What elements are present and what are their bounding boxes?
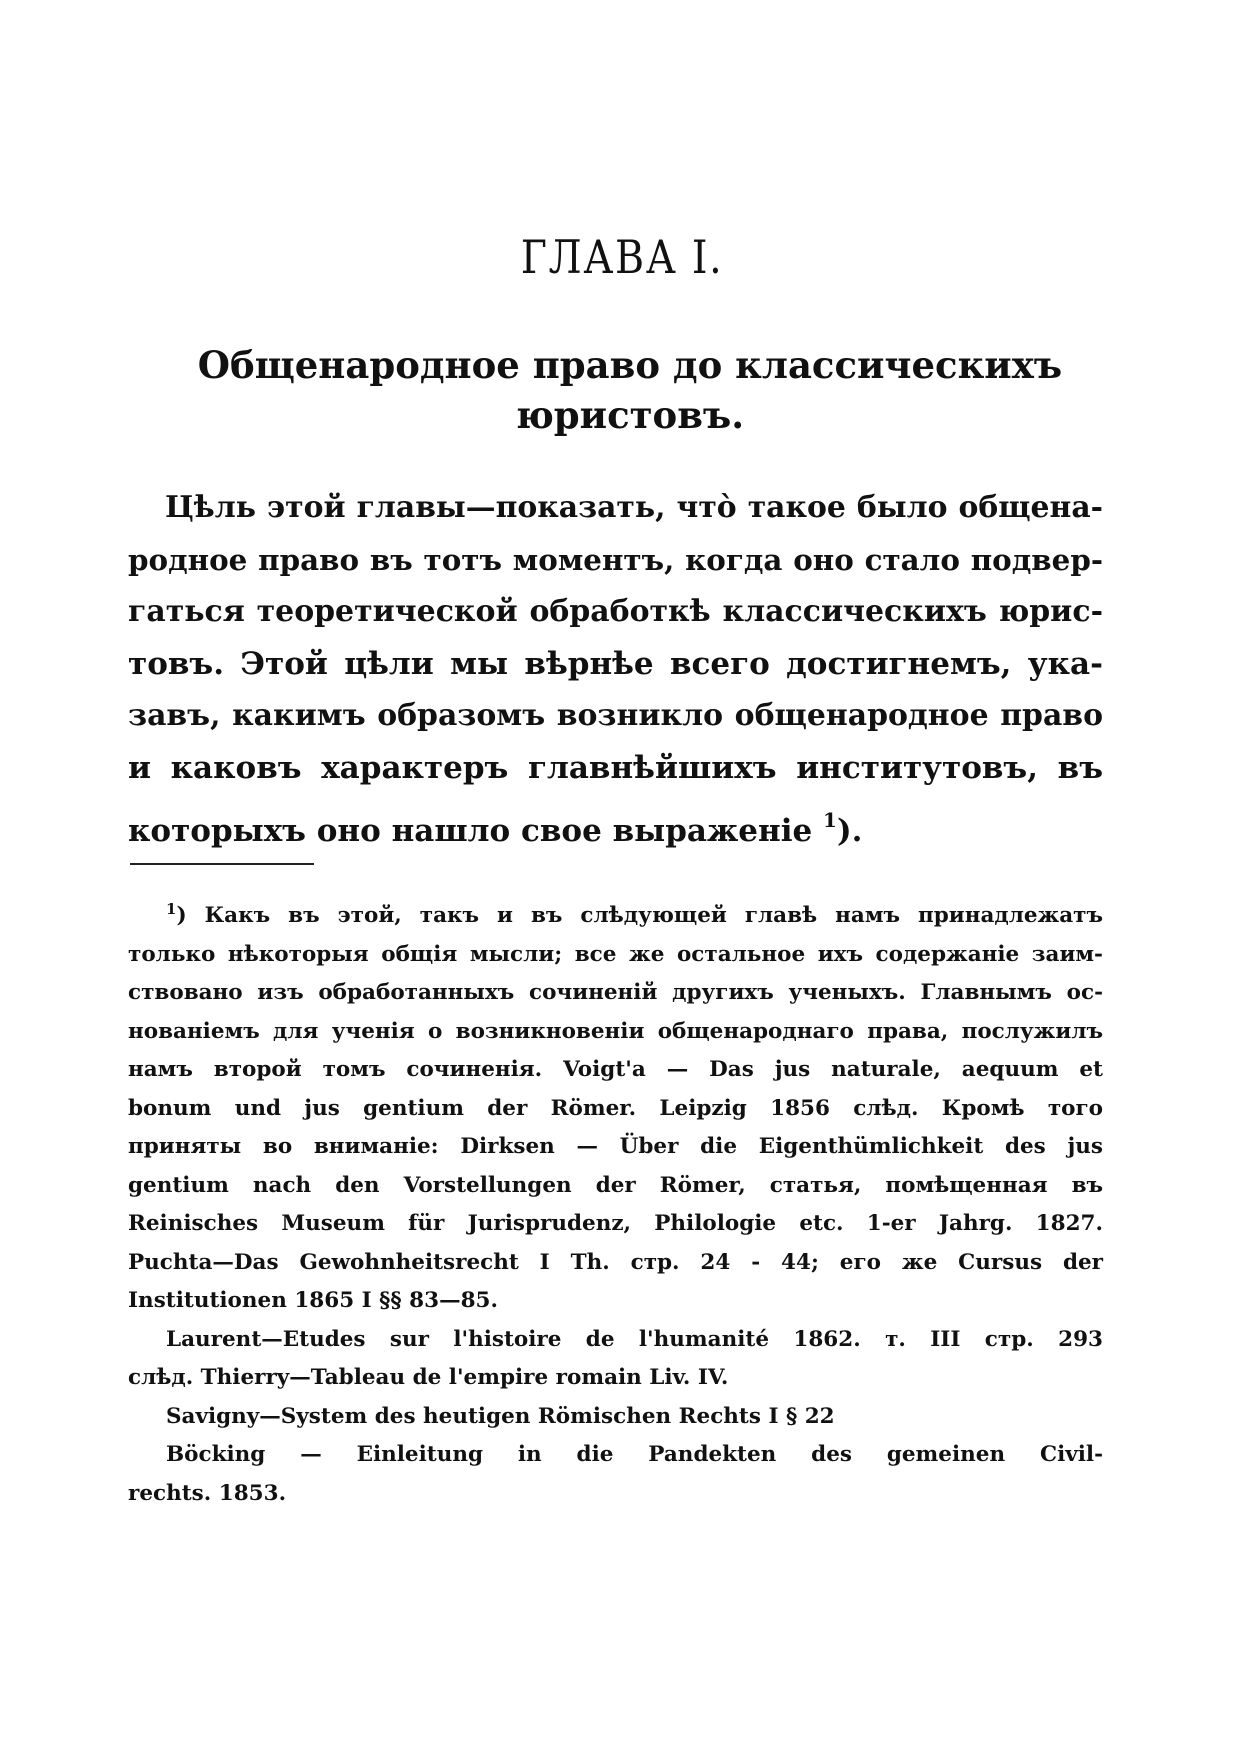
- footnote-number: 1: [166, 900, 177, 918]
- main-paragraph: [128, 482, 1103, 857]
- reference-line: слѣд. Thierry—Tableau de l'empire romain Liv. IV.: [128, 1365, 729, 1390]
- footnote-line: Puchta—Das Gewohnheitsrecht I Th. стр. 24 - 44; его же Cursus der: [128, 1249, 1103, 1275]
- reference-line: Laurent—Etudes sur l'histoire de l'humanité 1862. т. III стр. 293: [166, 1326, 1103, 1352]
- footnotes: [128, 890, 1103, 1513]
- footnote-line: bonum und jus gentium der Römer. Leipzig 1856 слѣд. Кромѣ того: [128, 1095, 1103, 1121]
- paragraph-line: гаться теоретической обработкѣ классическихъ юрис-: [128, 594, 1103, 629]
- footnote-line: [128, 890, 1103, 936]
- chapter-title: [130, 340, 1130, 440]
- footnote-line: только нѣкоторыя общія мысли; все же остальное ихъ содержаніе заим-: [128, 941, 1103, 967]
- paragraph-line: и каковъ характеръ главнѣйшихъ институтовъ, въ: [128, 750, 1103, 786]
- footnote-reference[interactable]: 1: [823, 808, 837, 832]
- footnote-line: нованіемъ для ученія о возникновеніи общенароднаго права, послужилъ: [128, 1018, 1103, 1044]
- chapter-title-line: юристовъ.: [515, 393, 745, 437]
- footnote-line: намъ второй томъ сочиненія. Voigt'a — Das jus naturale, aequum et: [128, 1057, 1103, 1082]
- footnote-line: gentium nach den Vorstellungen der Römer, статья, помѣщенная въ: [128, 1172, 1103, 1198]
- footnote-line: Institutionen 1865 I §§ 83—85.: [128, 1288, 498, 1313]
- paragraph-line: Цѣль этой главы—показать, что̀ такое было общена-: [165, 490, 1103, 525]
- paragraph-end-punct: ).: [836, 813, 863, 849]
- footnote-divider: [130, 863, 314, 865]
- footnote-line: ствовано изъ обработанныхъ сочиненій другихъ ученыхъ. Главнымъ ос-: [128, 980, 1103, 1005]
- reference-line: rechts. 1853.: [128, 1480, 287, 1506]
- paragraph-line-last: [128, 794, 1103, 857]
- reference-line: Böcking — Einleitung in die Pandekten des gemeinen Civil-: [166, 1442, 1103, 1467]
- chapter-heading: ГЛАВА I.: [520, 230, 724, 284]
- paragraph-line-text: которыхъ оно нашло свое выраженіе: [128, 813, 813, 849]
- footnote-line: приняты во вниманіе: Dirksen — Über die Eigenthümlichkeit des jus: [128, 1134, 1103, 1159]
- chapter-title-line: Общенародное право до классическихъ: [197, 343, 1063, 387]
- paragraph-line: товъ. Этой цѣли мы вѣрнѣе всего достигнемъ, ука-: [128, 646, 1103, 682]
- paragraph-line: родное право въ тотъ моментъ, когда оно стало подвер-: [128, 542, 1103, 577]
- footnote-line: Reinisches Museum für Jurisprudenz, Philologie etc. 1-er Jahrg. 1827.: [128, 1211, 1103, 1236]
- footnote-line-text: ) Какъ въ этой, такъ и въ слѣдующей главѣ намъ принадлежатъ: [176, 903, 1103, 928]
- reference-line: Savigny—System des heutigen Römischen Rechts I § 22: [166, 1403, 835, 1429]
- paragraph-line: завъ, какимъ образомъ возникло общенародное право: [128, 698, 1103, 733]
